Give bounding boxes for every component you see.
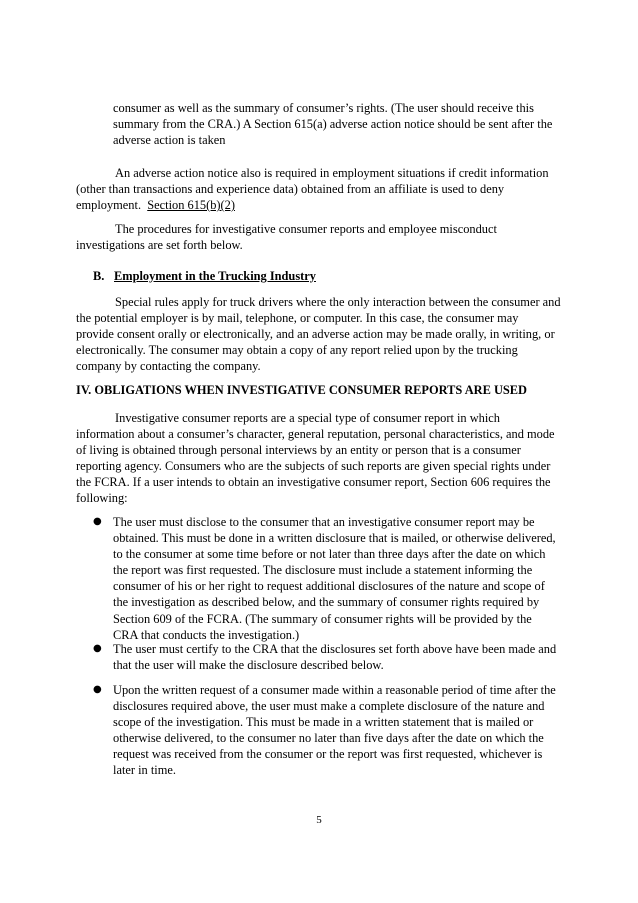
paragraph-line: company by contacting the company. <box>76 359 261 374</box>
bullet-line: Upon the written request of a consumer made within a reasonable period of time after the <box>113 683 556 697</box>
bullet-line: the report was first requested. The disclosure must include a statement informing the <box>113 563 533 578</box>
paragraph-line: following: <box>76 491 128 506</box>
bullet-line: disclosures required above, the user must make a complete disclosure of the nature and <box>113 699 545 714</box>
paragraph-line: consumer as well as the summary of consumer’s rights. (The user should receive this <box>113 101 534 115</box>
paragraph-line: Special rules apply for truck drivers where the only interaction between the consumer and <box>115 295 561 309</box>
bullet-line: scope of the investigation. This must be made in a written statement that is mailed or <box>113 715 534 730</box>
bullet-text <box>113 641 573 673</box>
bullet-line: later in time. <box>113 763 176 778</box>
paragraph-line: the FCRA. If a user intends to obtain an investigative consumer report, Section 606 requires the <box>76 475 551 490</box>
bullet-line: The user must certify to the CRA that the disclosures set forth above have been made and <box>113 642 557 656</box>
bullet-line: the investigation as described below, and the summary of consumer rights required by <box>113 595 540 610</box>
bullet-line: request was received from the consumer or the report was first requested, whichever is <box>113 747 543 762</box>
bullet-line: to the consumer at some time before or not later than three days after the date on which <box>113 547 546 562</box>
bullet-line: consumer of his or her right to request additional disclosures of the nature and scope of <box>113 579 545 594</box>
paragraph-line: electronically. The consumer may obtain a copy of any report relied upon by the trucking <box>76 343 518 358</box>
paragraph-line: information about a consumer’s character, general reputation, personal characteristics, and mode <box>76 427 555 442</box>
trucking-paragraph <box>76 294 566 374</box>
paragraph-line: of living is obtained through personal interviews by an entity or person that is a consumer <box>76 443 521 458</box>
bullet-icon: ● <box>93 643 102 654</box>
paragraph-line: the potential employer is by mail, telephone, or computer. In this case, the consumer may <box>76 311 519 326</box>
paragraph-line: reporting agency. Consumers who are the subjects of such reports are given special rights under <box>76 459 551 474</box>
bullet-line: Section 609 of the FCRA. (The summary of consumer rights will be provided by the <box>113 611 532 626</box>
section-b-label: B. <box>93 269 105 283</box>
affiliate-paragraph <box>76 165 566 213</box>
bullet-icon: ● <box>93 516 102 527</box>
procedures-paragraph <box>76 221 566 253</box>
paragraph-line: provide consent orally or electronically, and an adverse action may be made orally, in writing, or <box>76 327 555 342</box>
bullet-line: The user must disclose to the consumer that an investigative consumer report may be <box>113 515 535 529</box>
paragraph-line: adverse action is taken <box>113 133 226 148</box>
paragraph-line: Investigative consumer reports are a special type of consumer report in which <box>115 411 501 425</box>
intro-continuation-paragraph <box>113 100 569 148</box>
page-number: 5 <box>316 814 322 826</box>
paragraph-line: investigations are set forth below. <box>76 238 243 253</box>
paragraph-line: summary from the CRA.) A Section 615(a) adverse action notice should be sent after the <box>113 117 553 132</box>
paragraph-last-line <box>76 197 566 213</box>
section-citation: Section 615(b)(2) <box>147 198 235 213</box>
section-b-title: Employment in the Trucking Industry <box>114 269 316 283</box>
section-iv-heading: IV. OBLIGATIONS WHEN INVESTIGATIVE CONSUMER REPORTS ARE USED <box>76 383 528 397</box>
bullet-line: obtained. This must be done in a written disclosure that is mailed, or otherwise delivered, <box>113 531 556 546</box>
paragraph-line: An adverse action notice also is required in employment situations if credit information <box>115 166 549 180</box>
bullet-icon: ● <box>93 684 102 695</box>
section-b-heading <box>93 268 316 284</box>
bullet-text <box>113 514 573 643</box>
investigative-paragraph <box>76 410 566 507</box>
paragraph-text: employment. <box>76 198 148 213</box>
bullet-line: CRA that conducts the investigation.) <box>113 627 300 642</box>
paragraph-line: The procedures for investigative consumer reports and employee misconduct <box>115 222 497 236</box>
bullet-text <box>113 682 573 779</box>
paragraph-line: (other than transactions and experience data) obtained from an affiliate is used to deny <box>76 182 505 197</box>
bullet-line: that the user will make the disclosure described below. <box>113 658 384 673</box>
bullet-line: otherwise delivered, to the consumer no later than five days after the date on which the <box>113 731 544 746</box>
